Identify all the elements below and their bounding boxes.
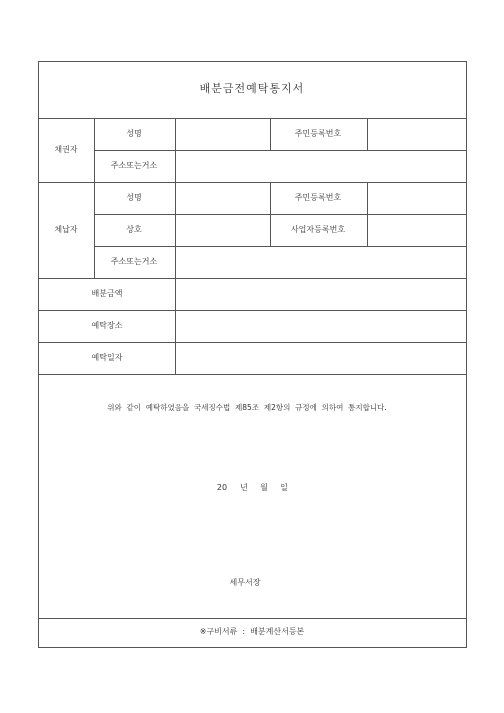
issuer-label: 세무서장 <box>229 578 261 587</box>
delinquent-group-label: 체납자 <box>54 225 78 234</box>
rule-delinquent-rrn-left <box>270 182 271 246</box>
date-month-unit: 월 <box>260 483 268 492</box>
notice-form <box>38 61 467 648</box>
creditor-rrn-label: 주민등록번호 <box>294 129 342 138</box>
creditor-group-label: 채권자 <box>54 145 78 154</box>
amount-field[interactable] <box>176 279 465 309</box>
form-title: 배분금전예탁통지서 <box>199 82 305 95</box>
delinquent-business-reg-label: 사업자등록번호 <box>290 225 346 234</box>
notice-statement: 위와 같이 예탁하였음을 국세징수법 제85조 제2항의 규정에 의하여 통지합니다. <box>107 403 387 412</box>
rule-creditor-rrn-left <box>270 118 271 150</box>
delinquent-rrn-label: 주민등록번호 <box>294 193 342 202</box>
deposit-place-field[interactable] <box>176 311 465 341</box>
rule-footer-top <box>39 618 466 619</box>
delinquent-trade-name-label: 상호 <box>126 225 142 234</box>
delinquent-name-label: 성명 <box>126 193 142 202</box>
delinquent-name-field[interactable] <box>175 183 269 213</box>
deposit-date-label: 예탁일자 <box>91 353 123 362</box>
deposit-place-label: 예탁장소 <box>91 321 123 330</box>
creditor-name-field[interactable] <box>175 119 269 149</box>
date-year-prefix: 20 <box>216 483 228 492</box>
creditor-name-label: 성명 <box>126 129 142 138</box>
deposit-date-field[interactable] <box>176 343 465 373</box>
delinquent-trade-name-field[interactable] <box>175 215 269 245</box>
rule-group-column <box>94 118 95 278</box>
amount-label: 배분금액 <box>91 289 123 298</box>
creditor-address-field[interactable] <box>176 151 465 181</box>
required-documents-note: ※구비서류 : 배분계산서등본 <box>199 627 305 636</box>
creditor-rrn-field[interactable] <box>368 119 465 149</box>
date-year-unit: 년 <box>240 483 248 492</box>
date-day-unit: 일 <box>280 483 288 492</box>
delinquent-address-label: 주소또는거소 <box>110 257 158 266</box>
delinquent-address-field[interactable] <box>176 247 465 277</box>
delinquent-business-reg-field[interactable] <box>368 215 465 245</box>
creditor-address-label: 주소또는거소 <box>110 161 158 170</box>
delinquent-rrn-field[interactable] <box>368 183 465 213</box>
rule-date-bottom <box>39 374 466 375</box>
